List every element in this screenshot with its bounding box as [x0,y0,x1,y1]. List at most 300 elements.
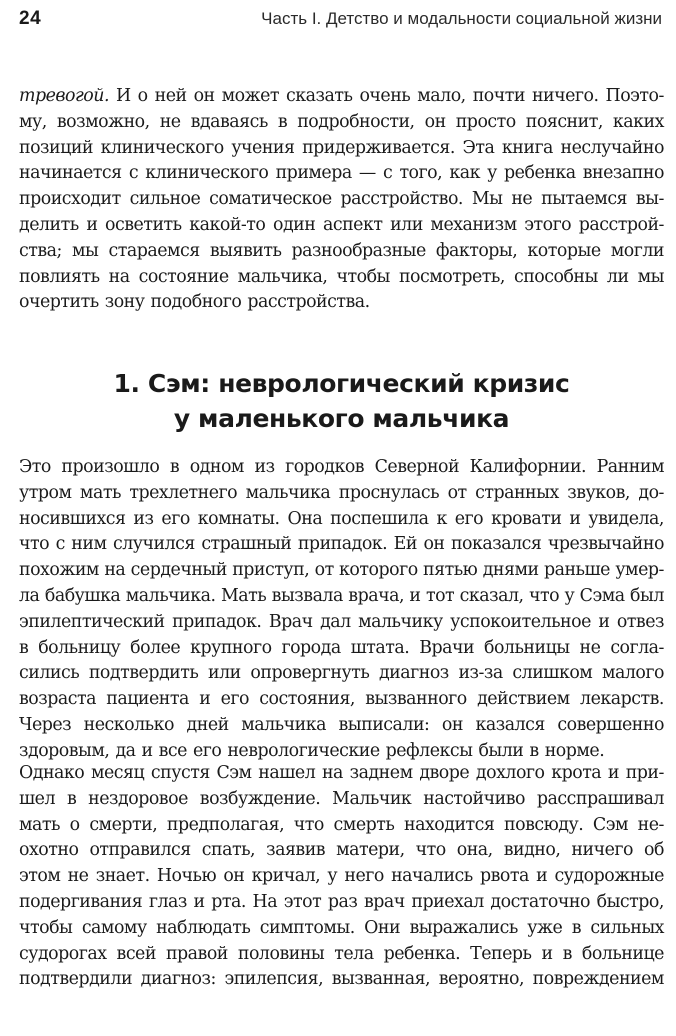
word: повреждением [532,969,664,990]
word: мало, [417,86,466,106]
word: один [273,214,316,235]
word: казался [475,714,545,735]
word: с [383,163,393,184]
word: происходит [19,189,121,210]
word: пациента [106,689,189,710]
word: выявить [209,240,282,261]
word: ничего [571,840,633,861]
word: начинается [19,163,122,184]
word: придерживается. [302,137,455,158]
word: в [571,917,581,938]
word: расспрашивал [536,788,664,809]
word: приступ, [232,560,310,581]
word: лекарств. [580,689,664,710]
word: был [630,585,664,606]
word: нездоровое [88,788,188,809]
word: чтобы [336,266,390,287]
section-heading [19,366,664,436]
word: выражались [409,917,518,938]
intro-paragraph [19,84,664,316]
word: повсюду. [504,814,584,835]
word: и [536,866,548,887]
text-line [19,890,664,916]
word: посмотреть, [398,266,505,287]
body-paragraph-1 [19,455,664,765]
word: внезапно [582,163,664,184]
word: мы [637,266,664,287]
word: раньше [543,560,610,581]
word: охотно [19,840,79,861]
word: или [208,663,241,684]
word: похожим [19,560,99,581]
word: пятью [423,560,478,581]
word: Врачи [419,637,475,658]
text-line [19,787,664,813]
text-line [19,838,664,864]
word: с [128,163,139,184]
word: тревогой. [19,86,109,106]
word: что [293,814,324,835]
word: днями [482,560,539,581]
word: поспешила [330,508,429,529]
word: в [169,457,180,477]
word: и [86,214,98,235]
word: симптомы. [259,917,355,938]
word: к [436,508,447,529]
word: у [327,866,338,887]
word: пояснит, [525,111,603,132]
word: комнаты. [197,508,280,529]
word: предполагая, [166,814,285,835]
word: сказал, [459,585,524,606]
text-line [19,967,664,993]
text-line [19,636,664,662]
word: врач [363,891,405,912]
word: Поэто- [605,86,664,106]
word: ла [19,585,40,606]
word: она, [456,840,493,861]
word: и [199,689,211,710]
word: при- [625,763,664,783]
word: дворе [419,763,470,783]
word: учения [231,137,295,158]
word: чтобы [19,917,73,938]
text-line [19,455,664,481]
word: в [562,943,572,964]
text-line [19,481,664,507]
word: разнообразные [291,240,426,261]
word: из [133,508,154,529]
word: отправился [89,840,191,861]
word: сильное [129,189,201,210]
word: эпилептический [19,611,165,632]
word: примера [275,163,352,184]
word: приехал [411,891,484,912]
word: и [569,508,581,529]
word: об [643,840,664,861]
word: знает. [95,866,150,887]
text-line [19,161,664,187]
word: его [220,689,249,710]
word: ним [71,534,107,555]
text-line [19,610,664,636]
word: сились [19,663,80,684]
word: судорожные [554,866,664,887]
word: ничего. [531,86,599,106]
text-line [19,813,664,839]
word: он [223,866,245,887]
word: его [161,508,190,529]
word: на [104,560,126,581]
body-paragraph-2 [19,761,664,993]
word: какой-то [189,214,266,235]
word: на [321,763,343,783]
word: в [19,637,29,658]
word: что [528,585,560,606]
text-line [19,713,664,739]
word: что [19,534,50,555]
word: которые [527,240,601,261]
word: аспект [322,214,383,235]
word: с [55,534,65,555]
word: — [358,163,376,184]
text-line [19,558,664,584]
word: от [447,482,467,503]
word: у [564,585,575,606]
word: судорогах [19,943,107,964]
word: из-за [458,663,503,684]
word: в [529,740,539,761]
word: все [158,740,187,761]
word: и [607,763,619,783]
word: вдаваясь [190,111,268,132]
word: были [478,740,524,761]
word: проснулась [338,482,440,503]
word: диагноз [378,663,449,684]
word: шел [19,788,56,809]
text-line [19,916,664,942]
text-line [19,290,664,316]
word: зону [104,292,145,313]
word: о [69,814,80,835]
word: достаточно [490,891,590,912]
word: успокоительное [450,611,591,632]
word: рвота [479,866,529,887]
word: ребенка [504,163,576,184]
word: почти [472,86,525,106]
word: механизм [430,214,517,235]
word: подтвердили [19,969,133,990]
word: здоровым, [19,740,110,761]
word: очень [359,86,411,106]
word: дохлого [475,763,545,783]
word: расстройства. [247,292,370,313]
running-head: Часть I. Детство и модальности социальной жизни [261,9,662,28]
word: начались [391,866,473,887]
word: смерть [333,814,395,835]
word: Мать [220,585,267,606]
word: сильных [590,917,664,938]
word: случился [112,534,195,555]
word: самому [81,917,147,938]
word: в [277,111,288,132]
word: о [137,86,148,106]
text-line [19,942,664,968]
word: опровергнуть [250,663,370,684]
word: может [221,86,280,106]
word: половины [237,943,325,964]
word: неслучайно [560,137,664,158]
word: рефлексы [385,740,473,761]
word: больнице [581,943,664,964]
word: Ранним [596,457,664,477]
word: он [193,86,215,106]
word: Северной [374,457,460,477]
text-line [19,213,664,239]
word: тела [334,943,374,964]
word: этого [524,214,572,235]
word: выписали: [338,714,430,735]
text-line [19,507,664,533]
word: Однако [19,763,85,783]
word: этом [19,866,61,887]
word: позиций [19,137,94,158]
word: подтвердить [88,663,199,684]
word: факторы, [435,240,518,261]
word: находится [404,814,495,835]
word: несколько [83,714,174,735]
word: делить [19,214,79,235]
word: повлиять [19,266,100,287]
word: И [115,86,131,106]
word: городков [285,457,365,477]
word: до- [638,482,664,503]
word: чрезвычайно [547,534,664,555]
word: и [598,611,610,632]
word: города [281,637,341,658]
word: и [541,943,553,964]
word: Калифорнии. [469,457,587,477]
word: тот [425,585,455,606]
word: мать [79,482,121,503]
word: способны [513,266,598,287]
word: вы- [635,189,664,210]
word: у [487,163,497,184]
word: Через [19,714,72,735]
word: малого [601,663,664,684]
word: вызванного [365,689,467,710]
text-line [19,110,664,136]
word: спустя [150,763,210,783]
word: неврологические [227,740,380,761]
word: эпилепсия, [224,969,324,990]
word: и [141,740,153,761]
word: и [409,585,421,606]
word: в [66,788,77,809]
word: совершенно [557,714,664,735]
word: рта. [211,891,246,912]
word: мы [72,240,99,261]
word: подобного [150,292,242,313]
section-heading-line-2: у маленького мальчика [173,404,510,433]
word: или [390,214,423,235]
word: всей [116,943,156,964]
word: его [192,740,222,761]
word: вероятно, [438,969,525,990]
word: подробности, [297,111,415,132]
word: заднем [349,763,413,783]
word: него [344,866,384,887]
word: одном [189,457,244,477]
word: врача, [348,585,404,606]
word: как [449,163,480,184]
word: этот [283,891,322,912]
word: крота [551,763,602,783]
word: вызвала [271,585,343,606]
word: припадок. [297,534,388,555]
section-heading-line-1: 1. Сэм: неврологический кризис [113,369,570,398]
word: мальчику [358,611,443,632]
word: Сэм [216,763,252,783]
word: он [441,714,463,735]
word: Мы [471,189,503,210]
word: и [193,891,205,912]
word: согла- [610,637,664,658]
word: мальчика. [125,585,216,606]
word: утром [19,482,72,503]
word: мать [19,814,60,835]
word: мальчика, [237,266,328,287]
word: раз [327,891,358,912]
word: ли [606,266,629,287]
word: норме. [544,740,605,761]
word: он [424,111,446,132]
word: того, [399,163,443,184]
word: ней [154,86,187,106]
word: из [254,457,275,477]
text-line [19,864,664,890]
word: штата. [350,637,410,658]
word: мальчика [241,714,326,735]
word: му, [19,111,47,132]
word: возраста [19,689,96,710]
word: бабушка [44,585,121,606]
word: книга [501,137,553,158]
word: вызванная, [331,969,431,990]
word: дней [186,714,229,735]
word: осветить [105,214,182,235]
text-line [19,136,664,162]
word: да [115,740,136,761]
word: клинического [100,137,224,158]
text-line [19,187,664,213]
word: что [415,840,446,861]
word: звуков, [567,482,630,503]
word: состояние [138,266,229,287]
word: сказать [286,86,353,106]
word: действием [477,689,570,710]
word: пытаемся [541,189,628,210]
word: настойчиво [423,788,525,809]
word: его [454,508,484,529]
word: смерти, [89,814,158,835]
word: состояния, [259,689,355,710]
word: нашел [258,763,316,783]
word: расстрой- [578,214,664,235]
word: глаз [148,891,187,912]
word: показался [450,534,542,555]
word: видно, [503,840,561,861]
word: могли [610,240,664,261]
word: Сэм [592,814,628,835]
page-header [19,8,662,40]
word: Сэма [579,585,625,606]
word: не [67,866,89,887]
word: стараемся [108,240,200,261]
word: заявив [266,840,326,861]
word: подергивания [19,891,143,912]
text-line [19,687,664,713]
text-line [19,661,664,687]
word: слишком [512,663,593,684]
word: уже [527,917,563,938]
word: трехлетнего [129,482,238,503]
word: возбуждение. [199,788,321,809]
word: Это [19,457,51,477]
word: кричал, [251,866,321,887]
word: наблюдать [156,917,251,938]
word: произошло [61,457,160,477]
word: клинического [145,163,269,184]
word: возможно, [56,111,150,132]
word: от [314,560,334,581]
text-line [19,239,664,265]
word: Теперь [470,943,532,964]
word: очертить [19,292,99,313]
word: Ночью [156,866,217,887]
word: страшный [201,534,292,555]
word: матери, [336,840,405,861]
text-line [19,761,664,787]
word: крупного [190,637,272,658]
word: умер- [615,560,664,581]
word: больницу [38,637,121,658]
word: соматическое [209,189,332,210]
word: он [423,534,445,555]
word: отвез [616,611,664,632]
word: сердечный [130,560,227,581]
word: носившихся [19,508,126,529]
word: Они [364,917,401,938]
text-line [19,84,664,110]
word: каких [612,111,664,132]
word: мальчика [245,482,331,503]
word: припадок. [172,611,262,632]
word: не [159,111,181,132]
page-number: 24 [19,8,42,29]
word: диагноз: [140,969,216,990]
word: Эта [462,137,495,158]
word: Она [287,508,323,529]
word: Мальчик [332,788,412,809]
word: быстро, [596,891,664,912]
word: На [252,891,278,912]
word: странных [475,482,559,503]
text-line [19,584,664,610]
word: ребенка. [383,943,461,964]
text-line [19,532,664,558]
word: просто [455,111,516,132]
